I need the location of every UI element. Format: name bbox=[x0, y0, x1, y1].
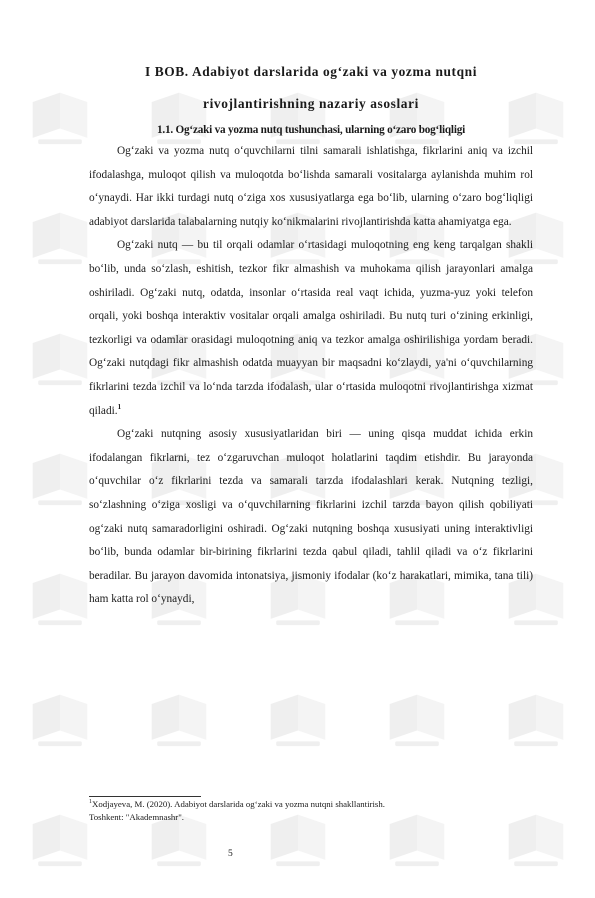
chapter-title-line: I BOB. Adabiyot darslarida og‘zaki va yozma nutqni bbox=[144, 64, 478, 79]
footnote-number: 1 bbox=[89, 799, 92, 806]
footnote-line: Xodjayeva, M. (2020). Adabiyot darslarida og‘zaki va yozma nutqni shakllantirish. bbox=[92, 799, 385, 809]
footnote bbox=[89, 798, 529, 823]
document-page bbox=[0, 56, 595, 612]
book-logo-icon bbox=[238, 778, 357, 898]
footnote-ref: 1 bbox=[117, 402, 122, 411]
paragraph bbox=[89, 140, 533, 234]
book-logo-icon bbox=[238, 657, 357, 777]
section-title: 1.1. Og‘zaki va yozma nutq tushunchasi, ularning o‘zaro bog‘liqligi bbox=[156, 124, 466, 136]
paragraph-text: Og‘zaki va yozma nutq o‘quvchilarni tilni samarali ishlatishga, fikrlarini aniq va izchil ifodalashga, muloqot qilish va muloqotda bo‘lishda samarali vositalarga aylanishda muhim rol o‘ynaydi. Har ikki turdagi nutq o‘ziga xos xususiyatlarga ega bo‘lib, ularning o‘zaro bog‘liqligi adabiyot darslarida talabalarning nutqiy ko‘nikmalarini rivojlantirishda katta ahamiyatga ega. bbox=[89, 145, 533, 228]
book-logo-icon bbox=[357, 778, 476, 898]
page-number: 5 bbox=[228, 849, 233, 859]
book-logo-icon bbox=[119, 657, 238, 777]
book-logo-icon bbox=[0, 657, 119, 777]
paragraph bbox=[89, 234, 533, 423]
paragraph-text: Og‘zaki nutq — bu til orqali odamlar o‘rtasidagi muloqotning eng keng tarqalgan shakli bo‘lib, unda so‘zlash, eshitish, tezkor fikr almashish va muhokama qilish jarayonlari amalga oshiriladi. Og‘zaki nutq, odatda, insonlar o‘rtasida real vaqt ichida, yuzma-yuz yoki telefon orqali, yoki boshqa interaktiv vositalar orqali amalga oshiriladi. Bu nutq turi o‘zining erkinligi, tezkorligi va odamlar orasidagi muloqotning aniq va tezkor amalga oshirilishiga yordam beradi. Og‘zaki nutqdagi fikr almashish odatda muayyan bir maqsadni ko‘zlaydi, ya'ni o‘quvchilarning fikrlarini tezda izchil va lo‘nda tarzda ifodalash, ular o‘rtasida muloqotni rivojlantirishga xizmat qiladi. bbox=[89, 239, 533, 417]
footnote-divider bbox=[89, 796, 201, 797]
book-logo-icon bbox=[476, 778, 595, 898]
paragraph bbox=[89, 423, 533, 612]
book-logo-icon bbox=[476, 657, 595, 777]
book-logo-icon bbox=[357, 657, 476, 777]
paragraph-text: Og‘zaki nutqning asosiy xususiyatlaridan biri — uning qisqa muddat ichida erkin ifodalangan fikrlarni, tez o‘zgaruvchan muloqot holatlarini taqdim etishdir. Bu jarayonda o‘quvchilar o‘z fikrlarini tezda va samarali tarzda ifodalashlari kerak. Nutqning tezligi, so‘zlashning o‘ziga xosligi va o‘quvchilarning fikrlarini izchil tarzda bayon qilish qobiliyati og‘zaki nutq samaradorligini oshiradi. Og‘zaki nutqning boshqa xususiyati uning interaktivligi bo‘lib, bunda odamlar bir-birining fikrlarini tezda qabul qiladi, tahlil qiladi va o‘z fikrlarini beradilar. Bu jarayon davomida intonatsiya, jismoniy ifodalar (ko‘z harakatlari, mimika, tana tili) ham katta rol o‘ynaydi, bbox=[89, 428, 533, 606]
chapter-title-line: rivojlantirishning nazariy asoslari bbox=[203, 96, 419, 111]
chapter-title bbox=[89, 56, 533, 120]
footnote-line: Toshkent: "Akademnashr". bbox=[89, 811, 185, 822]
